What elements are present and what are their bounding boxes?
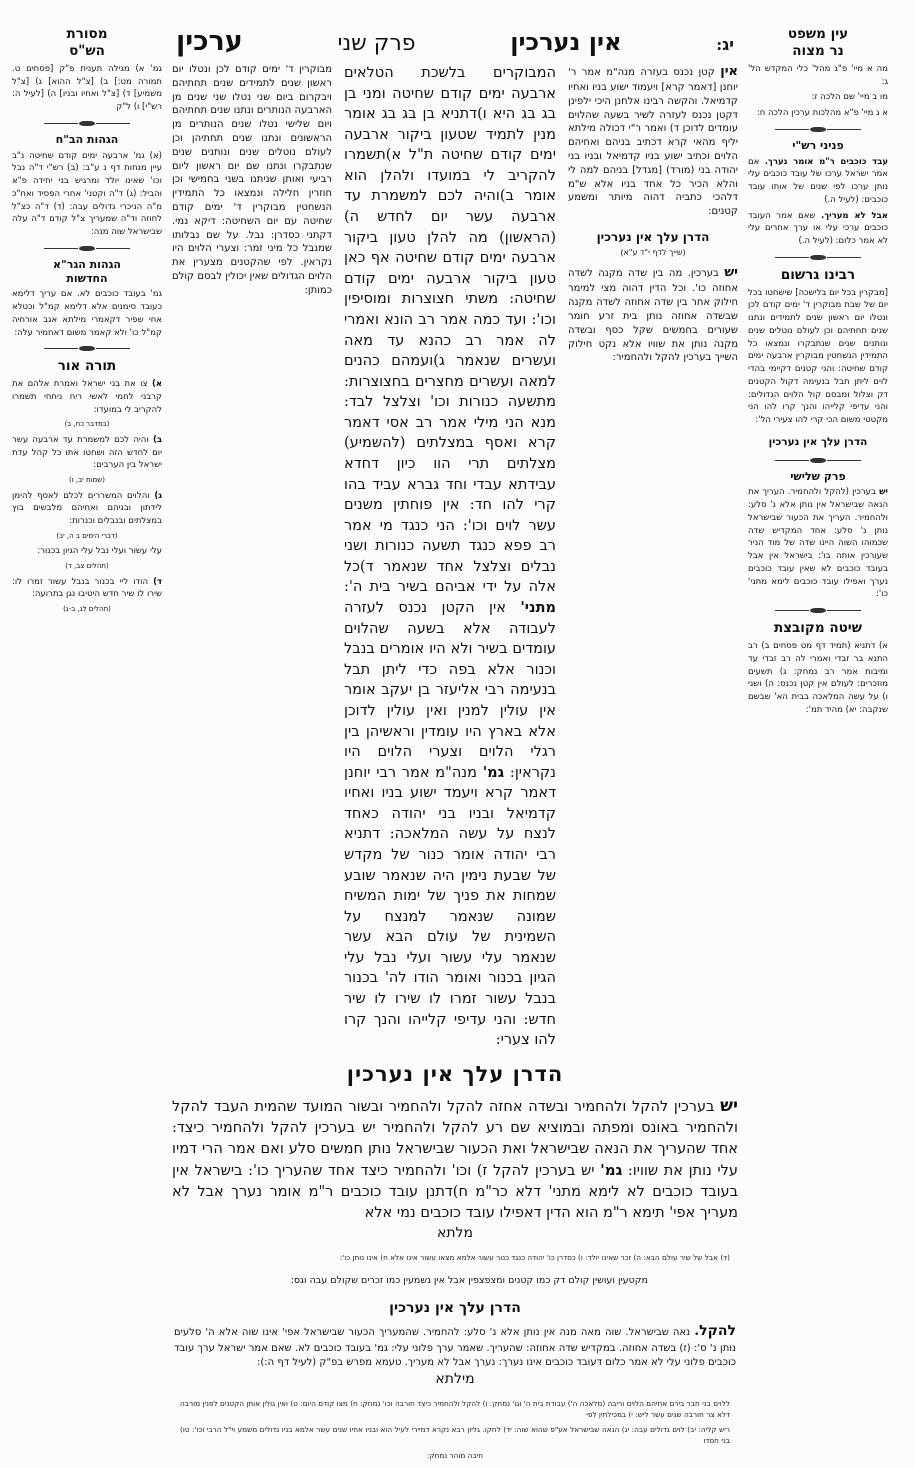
rabbenu-gershom-text: [מבקרין בכל יום בלישכה] שישחטו בכל יום של שבת מבוקרין ד' ימים קודם לכן ונטלו יום ראשון שנים לתמידים ונתנו שנים תחתיהם וכן לעולם נוטלים שנים ונותנים שנים שנתבקרו ונמצאו כל התמידין הנשחטין מבוקרין ארבעה ימים קודם שחיטה: והני קטנים דקיימי בהדי לוים ליתן תבל בנעימה דקול הקטנים דק וצלול ומבסם קול הלוים הגדולים: והני עדיפי קלייהו והנך קרו להו הני מקטטי משום הכי קרי להו צעירי הל': (748, 287, 888, 426)
shita-mekubetzet-section (748, 620, 888, 716)
tosafot-text: בערכין. מה בין שדה מקנה לשדה אחוזה כו'. וכל הדין דהוה מצי למימר חילוק אחר בין שדה אחוזה לשדה מקנה שבשדה אחוזה נותן בית זרע חומר שעורים בחמשים שקל כסף ובשדה מקנה נותן את שוויו אלא נקט חילוק השייך בערכין להקל ולהחמיר: (568, 268, 738, 364)
pnine-rashi-text: שאם אמר העובד כוכבים ערכי עלי או ערך אחרים עלי לא אמר כלום: (לעיל ה.) (748, 210, 888, 246)
pnine-rashi-paragraph (748, 210, 888, 248)
perek-shlishi-section (748, 470, 888, 602)
perek-label: פרק שני (337, 31, 416, 56)
footnote-line: ריש קליה: יב) לוים גדולים עבה: יג) הנאה שבישראל אע"פ שהוא שוה: יד) לחקו. גליון רבא נקרא דמיירי לעיל הוא ובניו אחיו שנים עשר אלמא בניו גדולים משמע וי"ל הרבי וכו': טו) בני חסדו (180, 1425, 730, 1446)
left-margin-band (12, 26, 162, 1468)
gemara-body: יש בערכין להקל ז) וכו' ולהחמיר כיצד אחד שהעריך כו': בישראל אין בעובד כוכבים לא לימא מתני' דלא כר"מ ח)דתנן עובד כוכבים ר"מ אומר נערך אבל לא מעריך אפי' תימא ר"מ הוא הדין דאפילו עובד כוכבים נמי אלא (172, 1163, 738, 1222)
masoret-text: גמ' א) מגילה תענית פ"ק [פסחים ט. תמורה מט:] ב) [צ"ל ההוא] ג) [צ"ל משמיע] ד) [צ"ל ואחיו ובניו] ה) [לעיל ה: רש"י] ו) ל"ק (12, 63, 162, 112)
masechet-name: ערכין (176, 26, 243, 57)
rashi-text: מבוקרין ד' ימים קודם לכן ונטלו יום ראשון שנים לתמידים שנים תחתיהם ויבקרום ביום שני נטלו שני שנים מן הארבעה הנותרים ונתנו שנים תחתיהם ויום שלישי נטלו שנים הנותרים מן הראשונים ונתנו שנים תחתיהן וכן לעולם נוטלים שנים ונותנים שנים שנתבקרו ונתנו שם יום ראשון ליום רביעי ואותן שניתנו בשני בחמישי וכן חוזרין חלילה ונמצאו כל התמידין הנשחטין מבוקרין ד' ימים קודם שחיטה עם יום השחיטה: דיקא נמי. דקתני כסדרן: נבל. על שם נבלותו שמנבל כל מיני זמר: וצערי הלוים היו נקראין. לפי שהקטנים מצערין את הלוים הגדולים שאין יכולין לבסם קולם כמותן: (172, 64, 332, 296)
hadran-main-header: הדרן עלך אין נערכין (346, 1060, 564, 1086)
torah-or-verse (12, 434, 162, 472)
tosafot-opener: יש (724, 265, 738, 281)
ein-mishpat-section (748, 26, 888, 120)
perek-shlishi-title: פרק שלישי (790, 469, 846, 483)
mishnah-marker: מתני' (520, 599, 556, 617)
tosafot-daf-note: (שייך לדף י"ד ע"א) (620, 248, 686, 258)
section-divider (748, 255, 888, 260)
verse-number: ג) (154, 490, 162, 501)
hagahot-gra-subtitle: החדשות (66, 271, 108, 285)
pnine-rashi-paragraph (748, 156, 888, 207)
gemara-text: מנה"מ אמר רבי יוחנן דאמר קרא ויעמד ישוע בניו ואחיו קדמיאל ובניו בני יהודה כאחד לנצח על עשה המלאכה: דתניא רבי יהודה אומר כנור של מקדש של שבעת נימין היה שנאמר שובע שמחות את פניך של ימות המשיח שמונה שנאמר למנצח על השמינית של עולם הבא עשר שנאמר עלי עשור ועלי נבל עלי הגיון בכנור ואומר הודו לה' בכנור בנבל עשור זמרו לו שירו לו שיר חדש: והני עדיפי קלייהו והנך קרו להו צערי: (344, 764, 556, 1049)
section-divider (748, 127, 888, 132)
rabbenu-gershom-section (748, 267, 888, 427)
verse-number: ב) (152, 434, 163, 445)
tosafot-paragraph (568, 63, 738, 219)
hagahot-bach-section (12, 133, 162, 239)
torah-or-verse (12, 545, 162, 558)
hagahot-gra-title: הגהות הגר"א (53, 257, 121, 271)
daf-number: יג: (716, 35, 734, 54)
perek-shlishi-lead: יש (879, 487, 889, 498)
perek-shlishi-text (748, 486, 888, 601)
gemara-column (344, 63, 556, 1051)
verse-number: א) (151, 379, 163, 390)
hagahot-gra-section (12, 258, 162, 340)
chapter-name: אין נערכין (510, 27, 622, 56)
verse-number: ד) (153, 576, 162, 587)
hadran-small-right: הדרן עלך אין נערכין (768, 435, 868, 448)
right-margin-band (748, 26, 888, 1468)
verse-text: עלי עשור ועלי נבל עלי הגיון בכנור: (37, 546, 162, 557)
verse-reference: (תהלים צב, ד) (65, 562, 109, 571)
verse-reference: (שמות יב, ו) (69, 476, 105, 485)
torah-or-verse (12, 490, 162, 528)
hagahot-bach-title: הגהות הב"ח (55, 132, 119, 146)
torah-or-section (12, 358, 162, 614)
verse-text: הודו ליי בכנור בנבל עשור זמרו לו: שירו לו שיר חדש היטיבו נגן בתרועה: (12, 576, 162, 600)
dibur-hamatchil: אבל לא מעריך. (820, 210, 889, 221)
rashi-bottom-block (174, 1322, 736, 1370)
section-divider (748, 608, 888, 613)
section-divider (12, 346, 162, 351)
rashi-bottom-opener: להקל. (694, 1323, 736, 1340)
gemara-marker: גמ' (482, 763, 505, 781)
pnine-rashi-section (748, 139, 888, 248)
page-masthead (172, 26, 738, 63)
verse-reference: (תהלים לג, ב-ג) (63, 605, 111, 614)
gemara-opener: גמ' (600, 1161, 623, 1180)
footnote-line: (ד) אבל של שיר עולם הבא: ה) זכר שאינו יולד: ו) כסדרן כו' יהודה כנגד כנור עשור אלמא מצאו עשור אינו אלא ח) אינו נותן כו': (339, 1253, 730, 1263)
torah-or-title: תורה אור (57, 358, 117, 375)
perek-shlishi-body: בערכין (להקל ולהחמיר. העריך את הנאה שבישראל אין נותן אלא נ' סלע: ולהחמיר. העריך את הכעור שבישראל נותן נ' סלע: אחד המקדיש שדה שכמוהו השוה היינו שדה של מוד הניר שעורכין אותה בו': בישראל אין אבל בעובד כוכבים לא שאין עובד כוכבים נערך ואפילו עובד כוכבים לימא מתני' כו': (748, 487, 888, 600)
talmud-three-columns (172, 63, 738, 1051)
tosafot-opener: אין (720, 64, 738, 79)
hadran-rashi-header: הדרן עלך אין נערכין (389, 1300, 521, 1317)
ein-mishpat-entry: מו ב מיי' שם הלכה ז: (811, 92, 888, 103)
tosafot-text: קטן נכנס בעזרה מנה"מ אמר ר' יוחנן [דאמר קרא] ויעמוד ישוע בניו ואחיו קדמיאל. והקשה רבינו אלחנן היכי ילפינן דקטן נכנס לעזרה לשיר בשעה שהלוים עומדים לדוכן ד) ואמר ר"י דכולה מילתא יליף מהאי קרא דכתיב בניהם ואחיהם הלוים וכתיב ישוע בניו קדמיאל ובניו בני יהודה בני (מורד) [מגדל] בניהם למה לי והלא הכיר כל אחד בניו אלא ש"מ דלהכי כתביה דהוה מיותר ומשמע קטנים: (568, 67, 738, 218)
hadran-tosafot-header: הדרן עלך אין נערכין (596, 229, 710, 244)
main-text-band (172, 26, 738, 1468)
pnine-rashi-title: פניני רש"י (792, 138, 844, 152)
ein-mishpat-title-line1: עין משפט (787, 26, 849, 42)
ein-mishpat-title-line2: נר מצוה (792, 42, 844, 59)
footnote-line: חיבה מוהר נמחק: (426, 1451, 484, 1461)
mishnah-block (172, 1094, 738, 1225)
verse-reference: (דברי הימים ב ה, יב) (56, 531, 118, 540)
tosafot-column (568, 63, 738, 1051)
ein-mishpat-entry: מה א מיי' פ"ג מהל' כלי המקדש הל' ג: (748, 63, 888, 87)
masoret-title-line2: הש"ס (69, 42, 105, 59)
section-divider (12, 246, 162, 251)
verse-text: צו את בני ישראל ואמרת אלהם את קרבני לחמי לאשי ריח ניחחי תשמרו להקריב לי במועדו: (12, 379, 162, 415)
mishnah-opener: יש (720, 1095, 739, 1116)
footnote-line: ללוים בני חבר בירם אחיהם הלוים וריבה (מלאכה ה') עבודת בית ה' וגו' נמחק: ו) להקל ולהחמיר כיצד חורבה וכו' נמחק: ח) מצו קודם היום: ט) ואין גולין אותן הקטנים לפנין מורבה דלא צר חורבה שנים עשר ליש: י) במכילתין לפי (180, 1399, 730, 1420)
hagahot-bach-text: (א) גמ' ארבעה ימים קודם שחיטה נ"ב עיין מנחות דף נ ע"ב: (ב) רש"י ד"ה נבל וכו' שאינו יולד ומרגיש בני יחידה פ"א והביל: (ג) ד"ה וקטני' אחרי הפסיד ואח"כ מ"ה הניכרי גדולים עבה: (ד) ד"ה כצ"ל לחוזה וד"ה שמעריך צ"ל קודם ד"ה עלה שבישראל שוה מנה: (12, 150, 162, 237)
masoret-hashas-section (12, 26, 162, 114)
hagahot-gra-text: גמ' בעובד כוכבים לא. אם עריך דלימא כעובד סימנים אלא דלימא קמ"ל וכטלא אחי שפיר דקאמרי מילתא אגב אורחיה קמ"ל כו' ולא קאמר משום דאחמיר עלה: (12, 289, 162, 338)
mishnah-text: אין הקטן נכנס לעזרה לעבודה אלא בשעה שהלוים עומדים בשיר ולא היו אומרים בנבל וכנור אלא בפה כדי ליתן תבל בנעימה רבי אליעזר בן יעקב אומר אין עולין למנין ואין עולין לדוכן אלא בארץ היו עומדין וראשיהן בין רגלי הלוים וצערי הלוים היו נקראין: (344, 600, 556, 781)
rashi-column (172, 63, 332, 1051)
rabbenu-gershom-title: רבינו גרשום (780, 266, 856, 283)
gemara-text: המבוקרים בלשכת הטלאים ארבעה ימים קודם שחיטה ומני בן בג בג היא ו)דתניא בן בג בג אומר מנין לתמיד שטעון ביקור ארבעה ימים קודם שחיטה ת"ל א)תשמרו להקריב לי במועדו ולהלן הוא אומר ב)והיה לכם למשמרת עד ארבעה עשר יום לחדש ה)(הראשון) מה להלן טעון ביקור ארבעה ימים קודם שחיטה אף כאן טעון ביקור ארבעה ימים קודם שחיטה: משתי חצוצרות ומוסיפין וכו': ועד כמה אמר רב הונא ואמרי לה אמר רב כהנא עד מאה ועשרים שנאמר ג)ועמהם כהנים למאה ועשרים מחצרים בחצוצרות: מתשעה כנורות וכו' וצלצל לבד: מנא הני מילי אמר רב אסי דאמר קרא ואסף במצלתים (להשמיע) מצלתים תרי הוו כיון דחדא עבידתא עבדי וחד גברא עביד בהו קרי להו חד: אין פוחתין משנים עשר לוים וכו': הני כנגד מי אמר רב פפא כנגד תשעה כנורות ושני נבלים וצלצל אחד שנאמר ד)כל אלה על ידי אביהם בשיר בית ה': (344, 65, 556, 596)
section-divider (748, 458, 888, 463)
ein-mishpat-entry: א ג מיי' פ"א מהלכות ערכין הלכה ח: (756, 108, 888, 118)
dibur-hamatchil: עבד כוכבים ר"מ אומר נערך. (764, 156, 889, 167)
verse-text: והלוים המשררים לכלם לאסף להימן לידתון ובניהם ואחיהם מלבשים בוץ במצלתים ובנבלים וכנרות: (12, 490, 162, 527)
rashi-snippet: מקטעין ועושין קולם דק כמו קטנים ומצפצפין אבל אין נשמעין כמו זכרים שקולם עבה וגס: (290, 1275, 648, 1287)
shita-mekubetzet-title: שיטה מקובצת (774, 620, 862, 637)
section-divider (12, 121, 162, 126)
shita-mekubetzet-text: א) דתניא (תמיד דף מט פסחים ב) רב התנא בר זבדי ואמרי לה רב זבדי עד ומיבות אמר רב נמחק: ג) תשעים מוזכרים: לעולם אין קטן נכנס: ה) ושני ו) על עשה המלאכה בבית הא' שבשם שנקבה: יא) מהיד תמ': (748, 641, 888, 715)
rashi-bottom-text: נאה שבישראל. שוה מאה מנה אין נותן אלא נ' סלע: להחמיר. שהמעריך הכעור שבישראל אפי' אינו שוה אלא ה' סלעים נותן נ' ס': (ז) בשדה אחוזה. במקדיש שדה אחוזה: שהעריך. שאמר ערך פלוני עלי: גמ' בעובד כוכבים לא. שאם אמר ישראל ערך עובד כוכבים פלוני עלי לא אמר כלום דעובד כוכבים אינו נערך: נערך אבל לא מעריך. טעמא מפרש בפ"ק (לעיל דף ה:): (174, 1327, 736, 1369)
verse-text: והיה לכם למשמרת עד ארבעה עשר יום לחדש הזה ושחטו אתו כל קהל עדת ישראל בין הערבים: (12, 434, 162, 471)
catchword: מלתא (436, 1225, 474, 1242)
pnine-rashi-text: אם אמר ישראל ערכו של עובד כוכבים עלי נותן ערכו לפי שנים של אותו עובד כוכבים: (לעיל ה.) (748, 156, 888, 205)
torah-or-verse (12, 378, 162, 416)
verse-reference: (במדבר כח, ב) (64, 420, 110, 429)
torah-or-verse (12, 576, 162, 602)
masoret-title-line1: מסורת (66, 26, 108, 42)
mishnah-body: בערכין להקל ולהחמיר ובשדה אחזה להקל ולהחמיר ובשור המועד שהמית העבד להקל ולהחמיר באונס ומפתה ובמוציא שם רע להקל ולהחמיר יש בערכין להקל ולהחמיר כיצד: אחד שהעריך את הנאה שבישראל ואת הכעור שבישראל נותן חמשים סלע ואם אמר הרי דמיו עלי נותן את שוויו: (172, 1098, 738, 1180)
tosafot-paragraph (568, 264, 738, 365)
catchword: מילתא (435, 1371, 475, 1388)
